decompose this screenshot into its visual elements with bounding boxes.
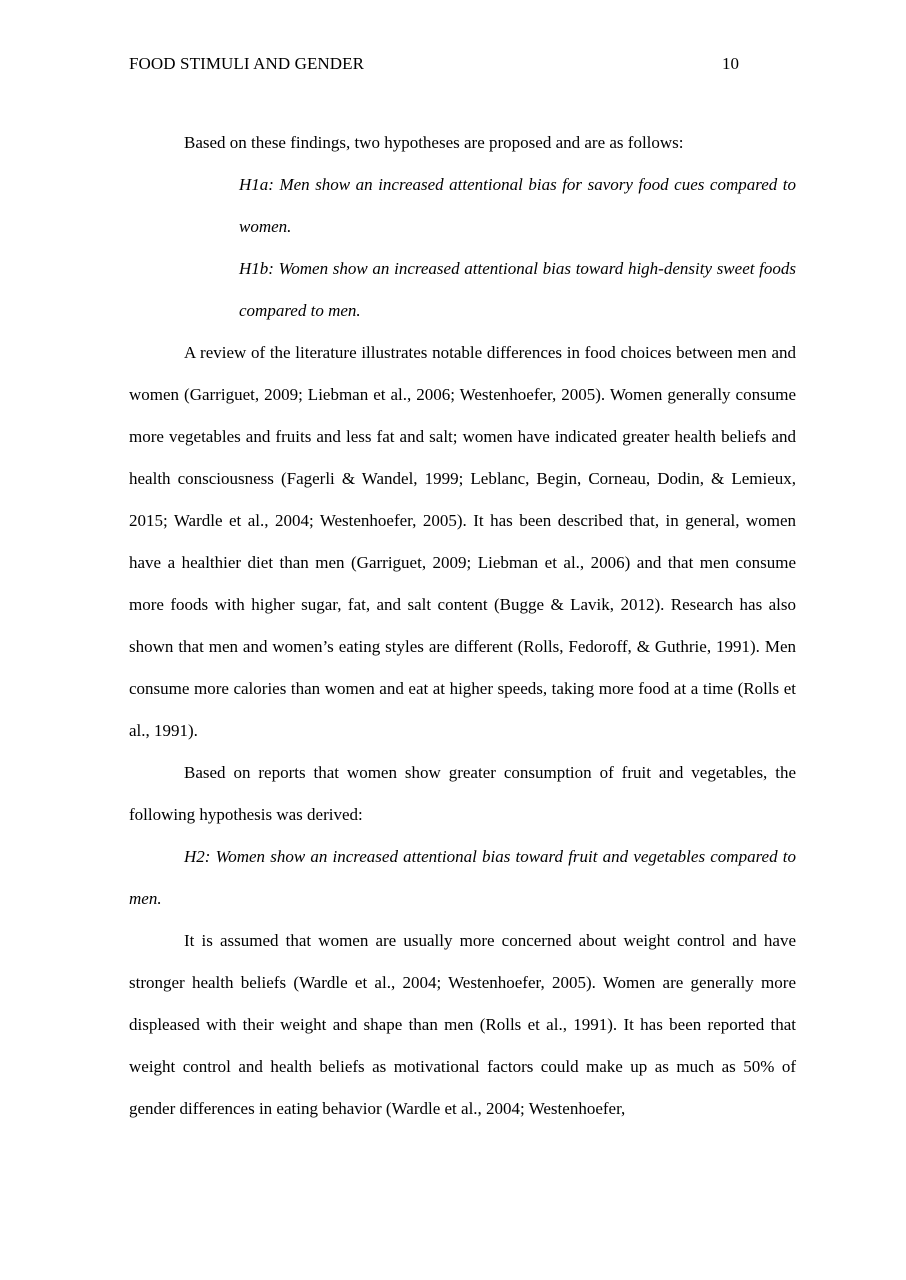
hypothesis-h1b: H1b: Women show an increased attentional bias toward high-density sweet foods compared to men. — [239, 259, 796, 320]
assumption-paragraph: It is assumed that women are usually more concerned about weight control and have stronger health beliefs (Wardle et al., 2004; Westenhoefer, 2005). Women are generally more displeased with their weight and shape than men (Rolls et al., 1991). It has been reported that weight control and health beliefs as motivational factors could make up as much as 50% of gender differences in eating behavior (Wardle et al., 2004; Westenhoefer, — [129, 931, 796, 1118]
review-paragraph: A review of the literature illustrates notable differences in food choices between men and women (Garriguet, 2009; Liebman et al., 2006; Westenhoefer, 2005). Women generally consume more vegetables and fruits and less fat and salt; women have indicated greater health beliefs and health consciousness (Fagerli & Wandel, 1999; Leblanc, Begin, Corneau, Dodin, & Lemieux, 2015; Wardle et al., 2004; Westenhoefer, 2005). It has been described that, in general, women have a healthier diet than men (Garriguet, 2009; Liebman et al., 2006) and that men consume more foods with higher sugar, fat, and salt content (Bugge & Lavik, 2012). Research has also shown that men and women’s eating styles are different (Rolls, Fedoroff, & Guthrie, 1991). Men consume more calories than women and eat at higher speeds, taking more food at a time (Rolls et al., 1991). — [129, 343, 796, 740]
hypothesis-h1a: H1a: Men show an increased attentional bias for savory food cues compared to women. — [239, 175, 796, 236]
running-head: FOOD STIMULI AND GENDER — [129, 54, 365, 73]
page-number: 10 — [722, 54, 739, 73]
hypothesis-h2: H2: Women show an increased attentional bias toward fruit and vegetables compared to men. — [129, 847, 796, 908]
body-text — [129, 122, 796, 1130]
intro-paragraph: Based on these findings, two hypotheses are proposed and are as follows: — [184, 133, 684, 152]
derivation-paragraph: Based on reports that women show greater consumption of fruit and vegetables, the following hypothesis was derived: — [129, 763, 796, 824]
